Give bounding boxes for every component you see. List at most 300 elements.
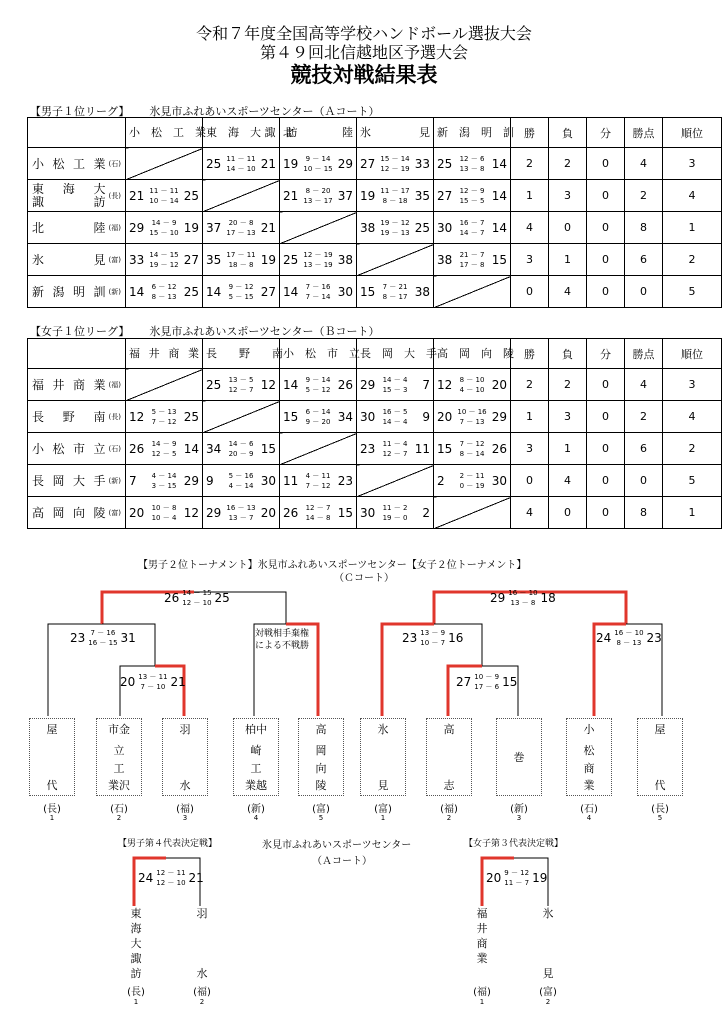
- boys-halves: [149, 186, 179, 206]
- boys-score-left: 35: [206, 252, 222, 267]
- girls-stat-header: 勝: [511, 339, 549, 369]
- team-name-mid: 向: [315, 762, 327, 775]
- boys-team-pref: (富): [108, 255, 121, 264]
- boys-match-cell: [357, 212, 434, 244]
- boys-first-half: 15 － 14: [380, 154, 410, 163]
- boys-team-name: [32, 183, 106, 209]
- boys-stat-value: 0: [587, 276, 625, 308]
- boys-corner-cell: [28, 118, 126, 148]
- boys-team-cell: [28, 180, 126, 212]
- girls-score-right: 20: [260, 505, 276, 520]
- boys-team-pref: (新): [108, 287, 121, 296]
- team-prefecture: (新): [510, 804, 528, 815]
- boys-score-right: 19: [183, 220, 199, 235]
- girls-qf-score: [456, 672, 517, 692]
- girls-match-box: [434, 433, 510, 464]
- girls-stat-value: 1: [511, 401, 549, 433]
- boys-stat-value: 0: [549, 212, 587, 244]
- girls-semi-right-score: [596, 628, 662, 648]
- boys-halves: [380, 154, 410, 174]
- title-block: [0, 24, 728, 88]
- boys-score-right: 19: [260, 252, 276, 267]
- girls-second-half: 8 － 14: [459, 449, 485, 458]
- decider-team-name: 井: [476, 922, 488, 935]
- girls-score-right: 9: [422, 409, 430, 424]
- girls-first-half: 8 － 10: [459, 375, 485, 384]
- boys-score-left: 25: [206, 156, 222, 171]
- boys-decider-score-halves: [156, 868, 185, 888]
- girls-halves: [380, 375, 410, 395]
- tournament-venue: 氷見市ふれあいスポーツセンター: [257, 560, 407, 571]
- girls-second-half: 5 － 12: [305, 385, 331, 394]
- boys-decider-score-right: 21: [188, 871, 204, 885]
- girls-score-right: 15: [337, 505, 353, 520]
- girls-stat-value: 1: [663, 497, 722, 529]
- boys-stat-value: 5: [663, 276, 722, 308]
- boys-team-cell: [28, 276, 126, 308]
- boys-first-half: 6 － 12: [151, 282, 177, 291]
- boys-score-left: 15: [360, 284, 376, 299]
- team-name-top: 小: [583, 723, 595, 736]
- boys-halves: [303, 154, 333, 174]
- team-name-top: 氷: [377, 723, 389, 736]
- girls-match-cell: [126, 433, 203, 465]
- boys-stat-value: 3: [511, 244, 549, 276]
- decider-team-name: 商: [476, 937, 488, 950]
- team-name-bottom: 業: [583, 779, 595, 792]
- girls-match-cell: [357, 369, 434, 401]
- team-seed: 4: [253, 814, 259, 822]
- girls-first-half: 4 － 11: [305, 471, 331, 480]
- girls-second-half: 7 － 13: [459, 417, 485, 426]
- boys-second-half: 8 － 17: [382, 292, 408, 301]
- girls-halves: [380, 503, 410, 523]
- tournament-court: （Ｃコート）: [334, 573, 394, 584]
- girls-first-half: 9 － 14: [305, 375, 331, 384]
- girls-second-half: 4 － 14: [228, 481, 254, 490]
- boys-stat-value: 2: [625, 180, 663, 212]
- team-name-bottom: 水: [179, 779, 191, 792]
- boys-row: [28, 276, 722, 308]
- boys-stat-value: 3: [549, 180, 587, 212]
- girls-second-half: 20 － 9: [228, 449, 254, 458]
- team-seed: 2: [116, 814, 122, 822]
- boys-decider-score-second-half: 12 － 10: [156, 879, 186, 887]
- boys-match-box: [357, 180, 433, 211]
- girls-team-cell: [28, 401, 126, 433]
- girls-stat-header: 勝点: [625, 339, 663, 369]
- boys-match-cell: [280, 276, 357, 308]
- girls-match-box: [203, 465, 279, 496]
- girls-score-right: 23: [337, 473, 353, 488]
- girls-team-name-wrap: [32, 472, 121, 489]
- boys-score-right: 14: [491, 220, 507, 235]
- boys-match-box: [126, 212, 202, 243]
- forfeit-note: [255, 628, 309, 652]
- boys-first-half: 19 － 12: [380, 218, 410, 227]
- boys-first-half: 21 － 7: [459, 250, 485, 259]
- boys-match-cell: [280, 180, 357, 212]
- boys-match-box: [203, 148, 279, 179]
- boys-team-name: 北陸: [32, 221, 106, 235]
- boys-match-cell: [357, 180, 434, 212]
- boys-diagonal-cell: [357, 244, 434, 276]
- girls-match-box: [280, 401, 356, 432]
- girls-match-box: [126, 433, 202, 464]
- girls-second-half: 7 － 12: [305, 481, 331, 490]
- boys-halves: [457, 154, 487, 174]
- boys-semi-score-halves: [88, 628, 117, 648]
- boys-row: [28, 148, 722, 180]
- boys-halves: [380, 218, 410, 238]
- boys-halves: [457, 250, 487, 270]
- girls-halves: [380, 407, 410, 427]
- boys-decider-score: [138, 868, 204, 888]
- girls-diagonal-cell: [280, 433, 357, 465]
- boys-score-left: 29: [129, 220, 145, 235]
- team-name-top: 高: [315, 723, 327, 736]
- boys-stat-header: 勝点: [625, 118, 663, 148]
- girls-stat-value: 0: [625, 465, 663, 497]
- boys-stat-header: 負: [549, 118, 587, 148]
- girls-score-right: 29: [183, 473, 199, 488]
- boys-second-half: 14 － 10: [226, 164, 256, 173]
- girls-decider-label: 【女子第３代表決定戦】: [464, 839, 564, 849]
- girls-stat-value: 0: [587, 497, 625, 529]
- boys-team-pref: (福): [108, 223, 121, 232]
- boys-match-box: [203, 212, 279, 243]
- team-prefecture: (長): [43, 804, 61, 815]
- boys-match-box: [280, 180, 356, 211]
- boys-stat-value: 0: [511, 276, 549, 308]
- girls-final-score: [490, 588, 556, 608]
- boys-match-cell: [203, 276, 280, 308]
- girls-stat-header: 負: [549, 339, 587, 369]
- girls-halves: [457, 439, 487, 459]
- team-prefecture: (石): [110, 804, 128, 815]
- boys-semi-score: [70, 628, 136, 648]
- boys-stat-value: 3: [663, 148, 722, 180]
- boys-decider-score-first-half: 12 － 11: [156, 869, 186, 877]
- girls-match-box: [203, 497, 279, 528]
- girls-score-right: 14: [183, 441, 199, 456]
- girls-col-header: 長 野 南: [203, 339, 280, 369]
- girls-stat-value: 0: [511, 465, 549, 497]
- team-name-bottom: 志: [443, 779, 455, 792]
- boys-match-cell: [357, 148, 434, 180]
- girls-match-cell: [357, 497, 434, 529]
- girls-halves: [457, 407, 487, 427]
- girls-team-name-wrap: [32, 504, 121, 521]
- boys-match-cell: [434, 148, 511, 180]
- boys-first-half: 7 － 21: [382, 282, 408, 291]
- girls-stat-value: 0: [587, 369, 625, 401]
- girls-col-header: 高 岡 向 陵: [434, 339, 511, 369]
- boys-score-left: 33: [129, 252, 145, 267]
- boys-final-score-first-half: 14 － 15: [182, 589, 212, 597]
- boys-team-name-wrap: [32, 251, 121, 268]
- girls-semi-left-score-second-half: 10 － 7: [420, 639, 446, 647]
- girls-match-cell: [126, 465, 203, 497]
- boys-match-box: [126, 244, 202, 275]
- boys-first-half: 14 － 15: [149, 250, 179, 259]
- girls-stat-value: 4: [549, 465, 587, 497]
- girls-second-half: 14 － 8: [305, 513, 331, 522]
- boys-score-right: 15: [491, 252, 507, 267]
- girls-score-right: 12: [260, 377, 276, 392]
- girls-stat-value: 3: [511, 433, 549, 465]
- boys-team-cell: [28, 148, 126, 180]
- tournament-title: 令和７年度全国高等学校ハンドボール選抜大会: [196, 24, 532, 43]
- girls-semi-right-score-first-half: 16 － 10: [614, 629, 644, 637]
- boys-score-left: 37: [206, 220, 222, 235]
- boys-second-half: 13 － 8: [459, 164, 485, 173]
- girls-stat-value: 0: [587, 433, 625, 465]
- girls-match-box: [434, 401, 510, 432]
- girls-decider-score-left: 20: [486, 871, 502, 885]
- team-seed: 3: [516, 814, 522, 822]
- team-prefecture: (福): [176, 804, 194, 815]
- boys-halves: [149, 250, 179, 270]
- girls-stat-value: 4: [663, 401, 722, 433]
- girls-score-right: 30: [260, 473, 276, 488]
- boys-stat-header: 勝: [511, 118, 549, 148]
- boys-match-cell: [203, 244, 280, 276]
- girls-second-half: 12 － 5: [151, 449, 177, 458]
- boys-match-box: [203, 244, 279, 275]
- girls-team-pref: (長): [108, 412, 121, 421]
- boys-final-score-second-half: 12 － 10: [182, 599, 212, 607]
- boys-match-box: [126, 276, 202, 307]
- girls-semi-left-score-left: 23: [402, 631, 418, 645]
- decider-team-seed: 1: [479, 998, 485, 1006]
- boys-match-cell: [126, 180, 203, 212]
- boys-team-name-wrap: [32, 283, 121, 300]
- team-prefecture: (富): [374, 804, 392, 815]
- boys-stat-value: 0: [587, 212, 625, 244]
- girls-first-half: 10 － 8: [151, 503, 177, 512]
- girls-halves: [380, 439, 410, 459]
- boys-league-title: 【男子１位リーグ】: [30, 105, 130, 118]
- girls-halves: [226, 439, 256, 459]
- girls-team-pref: (石): [108, 444, 121, 453]
- team-name-mid: 商: [583, 762, 595, 775]
- boys-second-half: 13 － 17: [303, 196, 333, 205]
- boys-halves: [457, 218, 487, 238]
- boys-score-right: 25: [414, 220, 430, 235]
- girls-first-half: 14 － 4: [382, 375, 408, 384]
- girls-second-half: 15 － 3: [382, 385, 408, 394]
- boys-stat-value: 1: [549, 244, 587, 276]
- team-prefecture: (新): [247, 804, 265, 815]
- girls-score-left: 14: [283, 377, 299, 392]
- boys-score-right: 27: [183, 252, 199, 267]
- team-seed: 5: [318, 814, 324, 822]
- boys-halves: [303, 186, 333, 206]
- girls-match-box: [357, 497, 433, 528]
- boys-stat-value: 4: [663, 180, 722, 212]
- boys-match-cell: [203, 148, 280, 180]
- girls-halves: [226, 375, 256, 395]
- girls-halves: [149, 503, 179, 523]
- girls-semi-left-score-halves: [420, 628, 445, 648]
- team-seed: 4: [586, 814, 592, 822]
- boys-score-right: 30: [337, 284, 353, 299]
- girls-qf-score-first-half: 10 － 9: [474, 673, 500, 681]
- girls-score-left: 25: [206, 377, 222, 392]
- boys-league-table: [27, 117, 722, 308]
- boys-diagonal-cell: [434, 276, 511, 308]
- girls-decider-score-right: 19: [532, 871, 548, 885]
- boys-score-left: 38: [360, 220, 376, 235]
- results-title: 競技対戦結果表: [290, 63, 438, 87]
- boys-team-pref: (長): [108, 191, 121, 200]
- boys-match-cell: [434, 244, 511, 276]
- team-name-bottom: 業沢: [108, 779, 130, 792]
- girls-match-box: [126, 401, 202, 432]
- team-name-mid: 工: [113, 762, 125, 775]
- girls-match-cell: [280, 465, 357, 497]
- girls-score-left: 7: [129, 473, 137, 488]
- team-name-bottom: 業越: [245, 779, 267, 792]
- girls-match-cell: [126, 401, 203, 433]
- girls-stat-value: 4: [511, 497, 549, 529]
- girls-score-right: 11: [414, 441, 430, 456]
- girls-decider-score-second-half: 11 － 7: [504, 879, 530, 887]
- girls-first-half: 5 － 16: [228, 471, 254, 480]
- boys-score-right: 21: [260, 156, 276, 171]
- girls-score-left: 30: [360, 409, 376, 424]
- girls-halves: [226, 503, 256, 523]
- decider-team-name: 大: [130, 937, 142, 950]
- boys-score-right: 38: [337, 252, 353, 267]
- decider-team-name: 訪: [130, 967, 142, 980]
- boys-second-half: 18 － 8: [228, 260, 254, 269]
- girls-score-right: 15: [260, 441, 276, 456]
- girls-match-box: [203, 369, 279, 400]
- boys-first-half: 20 － 8: [228, 218, 254, 227]
- girls-match-box: [434, 465, 510, 496]
- boys-halves: [303, 250, 333, 270]
- boys-match-cell: [126, 212, 203, 244]
- boys-row: [28, 244, 722, 276]
- team-name-top: 屋: [46, 723, 58, 736]
- girls-second-half: 3 － 15: [151, 481, 177, 490]
- girls-match-box: [280, 497, 356, 528]
- team-name-mid: 巻: [513, 751, 525, 764]
- boys-team-cell: [28, 244, 126, 276]
- girls-row: [28, 369, 722, 401]
- team-name-bottom: 見: [377, 779, 389, 792]
- decider-team-seed: 2: [199, 998, 205, 1006]
- boys-tournament-label: 【男子２位トーナメント】: [138, 560, 258, 571]
- boys-score-left: 14: [283, 284, 299, 299]
- girls-stat-value: 2: [511, 369, 549, 401]
- girls-first-half: 4 － 14: [151, 471, 177, 480]
- girls-match-cell: [434, 369, 511, 401]
- boys-qf-score-right: 21: [170, 675, 186, 689]
- boys-halves: [226, 218, 256, 238]
- girls-match-cell: [357, 433, 434, 465]
- girls-team-cell: [28, 433, 126, 465]
- boys-halves: [149, 282, 179, 302]
- girls-second-half: 19 － 0: [382, 513, 408, 522]
- girls-tournament-label: 【女子２位トーナメント】: [406, 560, 527, 571]
- girls-match-cell: [203, 433, 280, 465]
- girls-col-header: 長 岡 大 手: [357, 339, 434, 369]
- decider-team-seed: 1: [133, 998, 139, 1006]
- boys-match-cell: [280, 244, 357, 276]
- girls-team-pref: (福): [108, 380, 121, 389]
- girls-team-name-wrap: [32, 408, 121, 425]
- boys-final-score-right: 25: [214, 591, 230, 605]
- girls-decider-score-first-half: 9 － 12: [504, 869, 530, 877]
- decider-team-seed: 2: [545, 998, 551, 1006]
- boys-score-right: 35: [414, 188, 430, 203]
- girls-score-right: 12: [183, 505, 199, 520]
- boys-qf-score: [120, 672, 186, 692]
- girls-team-name: 長野南: [32, 410, 106, 424]
- boys-second-half: 8 － 13: [151, 292, 177, 301]
- boys-second-half: 15 － 10: [149, 228, 179, 237]
- decider-team-name: 氷: [542, 907, 554, 920]
- boys-first-half: 12 － 9: [459, 186, 485, 195]
- qualifier-title: 第４９回北信越地区予選大会: [259, 43, 468, 62]
- girls-final-score-second-half: 13 － 8: [510, 599, 536, 607]
- girls-score-left: 30: [360, 505, 376, 520]
- boys-second-half: 19 － 13: [380, 228, 410, 237]
- decider-court: （Ａコート）: [312, 856, 372, 867]
- girls-diagonal-cell: [203, 401, 280, 433]
- girls-match-box: [357, 369, 433, 400]
- boys-semi-score-left: 23: [70, 631, 86, 645]
- boys-score-left: 14: [206, 284, 222, 299]
- girls-score-left: 15: [283, 409, 299, 424]
- boys-qf-score-second-half: 7 － 10: [140, 683, 166, 691]
- girls-second-half: 12 － 7: [382, 449, 408, 458]
- girls-match-box: [203, 433, 279, 464]
- girls-first-half: 14 － 6: [228, 439, 254, 448]
- girls-score-right: 2: [422, 505, 430, 520]
- girls-stat-value: 4: [625, 369, 663, 401]
- boys-halves: [226, 250, 256, 270]
- girls-decider-score: [486, 868, 547, 888]
- girls-score-left: 29: [206, 505, 222, 520]
- boys-second-half: 15 － 5: [459, 196, 485, 205]
- boys-match-cell: [280, 148, 357, 180]
- boys-score-left: 38: [437, 252, 453, 267]
- girls-first-half: 5 － 13: [151, 407, 177, 416]
- girls-score-right: 26: [491, 441, 507, 456]
- boys-team-name-wrap: [32, 155, 121, 172]
- boys-team-name-line: 東海大: [32, 181, 106, 196]
- girls-match-cell: [126, 497, 203, 529]
- boys-score-right: 33: [414, 156, 430, 171]
- boys-stat-value: 1: [511, 180, 549, 212]
- girls-match-cell: [203, 497, 280, 529]
- boys-second-half: 14 － 7: [459, 228, 485, 237]
- boys-stat-value: 4: [511, 212, 549, 244]
- boys-final-score-left: 26: [164, 591, 180, 605]
- girls-score-left: 29: [360, 377, 376, 392]
- decider-team-name: 海: [130, 922, 142, 935]
- boys-halves: [380, 186, 410, 206]
- girls-first-half: 16 － 13: [226, 503, 256, 512]
- boys-score-left: 27: [360, 156, 376, 171]
- girls-team-cell: [28, 465, 126, 497]
- girls-stat-value: 8: [625, 497, 663, 529]
- team-name-top: 柏中: [245, 723, 267, 736]
